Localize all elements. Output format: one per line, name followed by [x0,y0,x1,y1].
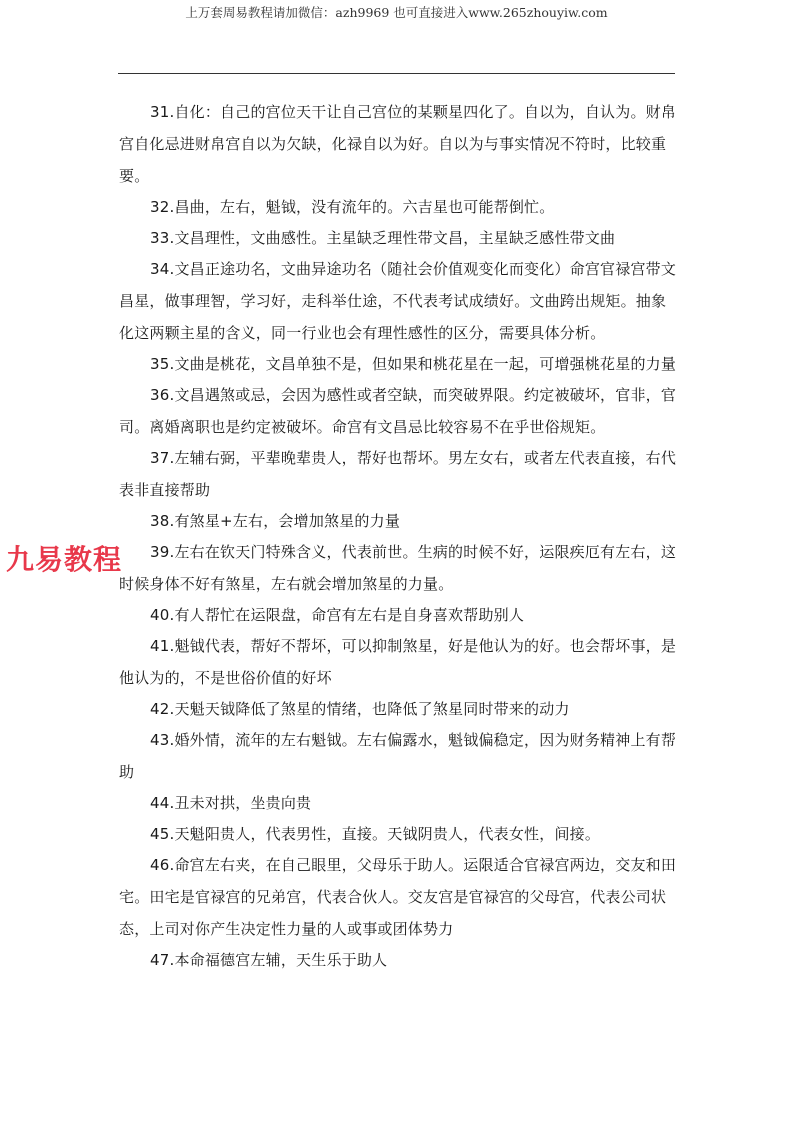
paragraph-47: 47.本命福德宫左辅，天生乐于助人 [150,951,388,969]
watermark-logo: 九易教程 [6,543,123,576]
page-header: 上万套周易教程请加微信：azh9969 也可直接进入www.265zhouyiw.com [185,5,608,20]
paragraph-46: 46.命宫左右夹，在自己眼里，父母乐于助人。运限适合官禄宫两边，交友和田宅。田宅是官禄宫的兄弟宫，代表合伙人。交友宫是官禄宫的父母宫，代表公司状态，上司对你产生决定性力量的人或事或团体势力 [119,856,677,938]
document-body [119,96,679,975]
paragraph-37: 37.左辅右弼，平辈晚辈贵人，帮好也帮坏。男左女右，或者左代表直接，右代表非直接帮助 [119,449,677,499]
paragraph-31: 31.自化：自己的宫位天干让自己宫位的某颗星四化了。自以为，自认为。财帛宫自化忌进财帛宫自以为欠缺，化禄自以为好。自以为与事实情况不符时，比较重要。 [119,103,677,185]
paragraph-45: 45.天魁阳贵人，代表男性，直接。天钺阴贵人，代表女性，间接。 [150,825,601,843]
paragraph-32: 32.昌曲，左右，魁钺，没有流年的。六吉星也可能帮倒忙。 [150,198,555,216]
paragraph-40: 40.有人帮忙在运限盘，命宫有左右是自身喜欢帮助别人 [150,606,525,624]
paragraph-38: 38.有煞星+左右，会增加煞星的力量 [150,512,401,530]
paragraph-44: 44.丑未对拱，坐贵向贵 [150,794,312,812]
paragraph-39: 39.左右在钦天门特殊含义，代表前世。生病的时候不好，运限疾厄有左右，这时候身体不好有煞星，左右就会增加煞星的力量。 [119,543,677,593]
paragraph-42: 42.天魁天钺降低了煞星的情绪，也降低了煞星同时带来的动力 [150,700,570,718]
paragraph-35: 35.文曲是桃花，文昌单独不是，但如果和桃花星在一起，可增强桃花星的力量 [150,355,677,373]
paragraph-43: 43.婚外情，流年的左右魁钺。左右偏露水，魁钺偏稳定，因为财务精神上有帮助 [119,731,677,781]
paragraph-33: 33.文昌理性，文曲感性。主星缺乏理性带文昌，主星缺乏感性带文曲 [150,229,616,247]
paragraph-34: 34.文昌正途功名，文曲异途功名（随社会价值观变化而变化）命宫官禄宫带文昌星，做事理智，学习好，走科举仕途，不代表考试成绩好。文曲跨出规矩。抽象化这两颗主星的含义，同一行业也会有理性感性的区分，需要具体分析。 [119,260,677,342]
paragraph-41: 41.魁钺代表，帮好不帮坏，可以抑制煞星，好是他认为的好。也会帮坏事，是他认为的，不是世俗价值的好坏 [119,637,677,687]
paragraph-36: 36.文昌遇煞或忌，会因为感性或者空缺，而突破界限。约定被破坏，官非，官司。离婚离职也是约定被破坏。命宫有文昌忌比较容易不在乎世俗规矩。 [119,386,677,436]
header-divider [118,73,675,74]
